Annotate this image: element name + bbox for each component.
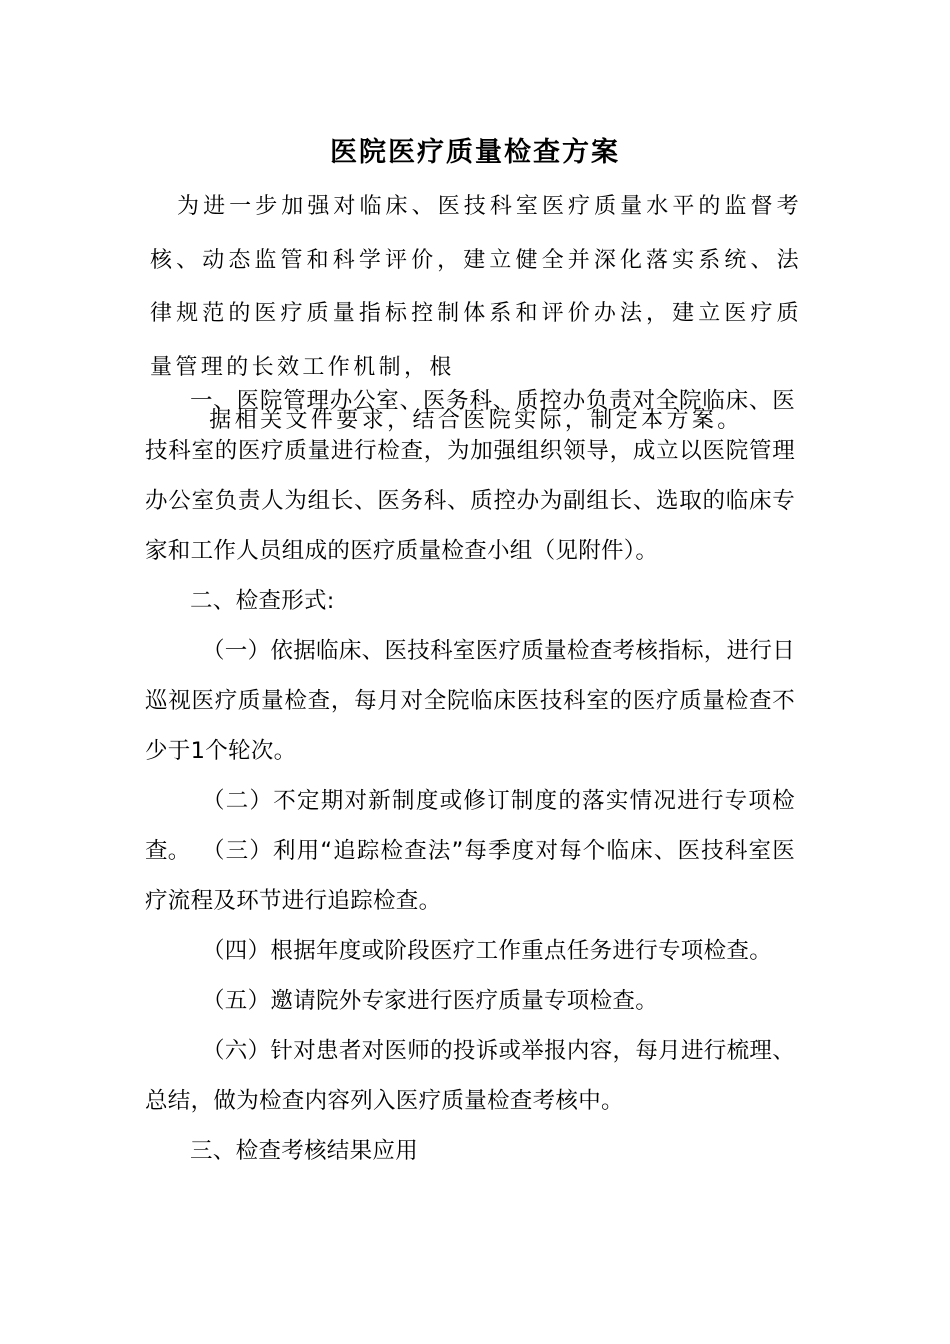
intro-text: 为进一步加强对临床、医技科室医疗质量水平的监督考核、动态监管和科学评价，建立健全并深化落实系统、法律规范的医疗质量指标控制体系和评价办法，建立医疗质量管理的长效工作机制，根 (150, 194, 802, 380)
item-1-paragraph: （一）依据临床、医技科室医疗质量检查考核指标，进行日巡视医疗质量检查，每月对全院临床医技科室的医疗质量检查不少于1个轮次。 (145, 638, 795, 764)
item-3-paragraph: （三）利用“追踪检查法”每季度对每个临床、医技科室医疗流程及环节进行追踪检查。 (145, 838, 795, 914)
section-2-heading: 二、检查形式: (190, 588, 335, 614)
document-title: 医院医疗质量检查方案 (330, 137, 620, 168)
item-4-paragraph: （四）根据年度或阶段医疗工作重点任务进行专项检查。 (202, 938, 773, 964)
item-2-paragraph: （二）不定期对新制度或修订制度的落实情况进行专项检查。 (145, 788, 795, 864)
item-6-paragraph: （六）针对患者对医师的投诉或举报内容，每月进行梳理、总结，做为检查内容列入医疗质量检查考核中。 (145, 1038, 795, 1114)
section-3-heading: 三、检查考核结果应用 (190, 1138, 419, 1164)
section-1-paragraph: 一、医院管理办公室、医务科、质控办负责对全院临床、医技科室的医疗质量进行检查，为加强组织领导，成立以医院管理办公室负责人为组长、医务科、质控办为副组长、选取的临床专家和工作人员组成的医疗质量检查小组（见附件）。 (145, 388, 795, 564)
intro-last-line: 据相关文件要求，结合医院实际，制定本方案。 (209, 408, 743, 433)
item-5-paragraph: （五）邀请院外专家进行医疗质量专项检查。 (202, 988, 659, 1014)
